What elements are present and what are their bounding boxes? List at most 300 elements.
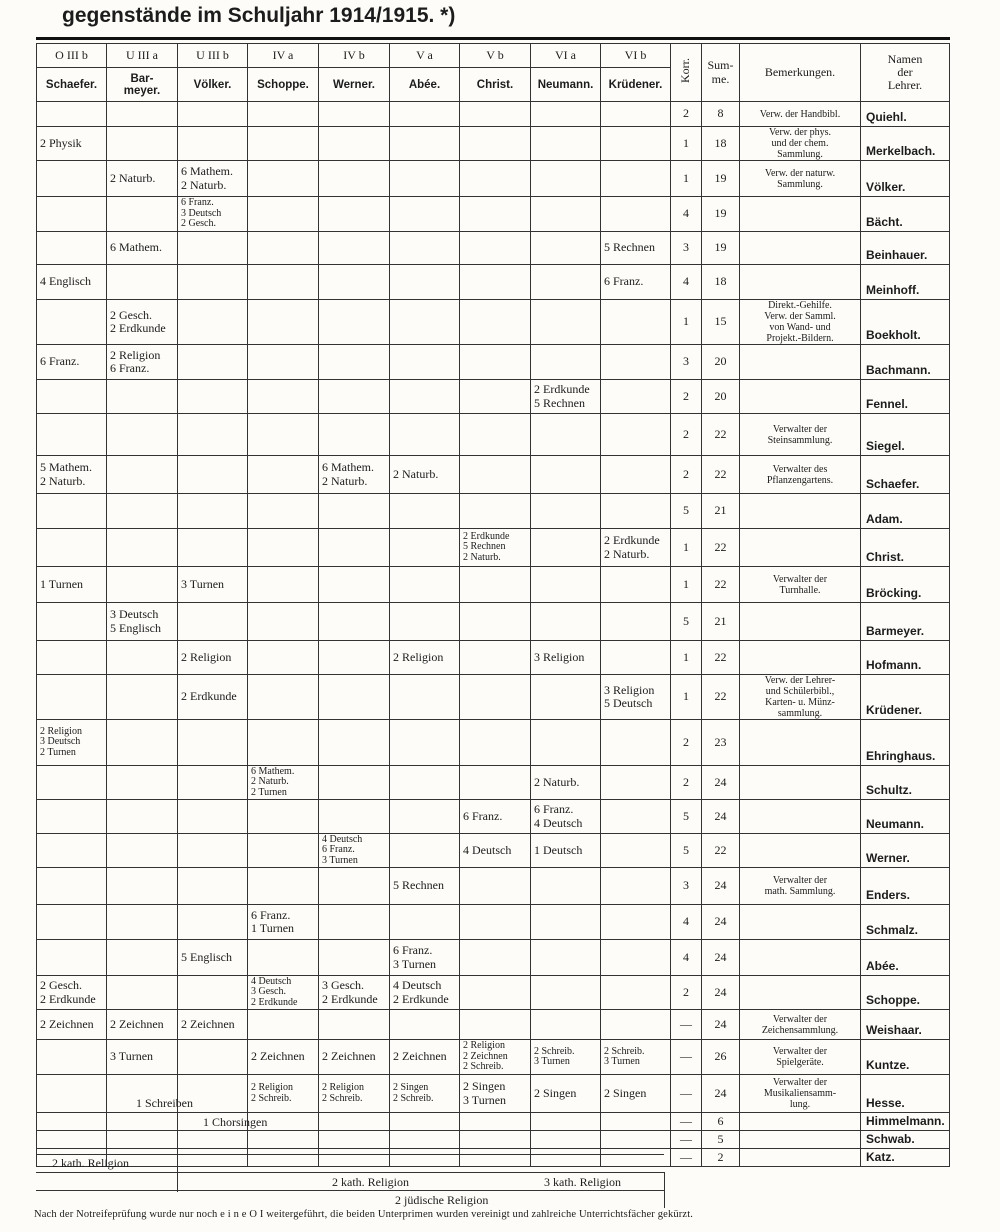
cell-via <box>531 976 601 1010</box>
cell-iva: 6 Franz. 1 Turnen <box>248 905 319 940</box>
teacher-name: Krüdener. <box>861 675 950 720</box>
cell-vib <box>601 197 671 232</box>
class-teacher: Völker. <box>178 68 248 102</box>
summe-cell: 22 <box>702 456 740 494</box>
cell-oiiib <box>37 161 107 197</box>
cell-va: 6 Franz. 3 Turnen <box>390 940 460 976</box>
cell-va <box>390 1149 460 1167</box>
cell-uiiia <box>107 456 178 494</box>
cell-uiiia: 2 Gesch. 2 Erdkunde <box>107 300 178 345</box>
teacher-row <box>37 529 950 567</box>
cell-uiiib: 6 Franz. 3 Deutsch 2 Gesch. <box>178 197 248 232</box>
teacher-name: Schoppe. <box>861 976 950 1010</box>
cell-uiiib <box>178 766 248 800</box>
cell-via <box>531 1131 601 1149</box>
class-teacher: Christ. <box>460 68 531 102</box>
cell-va <box>390 834 460 868</box>
cell-via <box>531 197 601 232</box>
teacher-name: Christ. <box>861 529 950 567</box>
bemerkungen-cell: Verwalter des Pflanzengartens. <box>740 456 861 494</box>
bemerkungen-cell <box>740 800 861 834</box>
teacher-name: Schwab. <box>861 1131 950 1149</box>
teacher-row <box>37 868 950 905</box>
teacher-name: Neumann. <box>861 800 950 834</box>
korr-cell: 2 <box>671 414 702 456</box>
cell-oiiib: 2 Zeichnen <box>37 1010 107 1040</box>
class-header: U III a <box>107 44 178 68</box>
bemerkungen-cell: Verwalter der Zeichensammlung. <box>740 1010 861 1040</box>
summe-cell: 22 <box>702 675 740 720</box>
korr-cell: 1 <box>671 529 702 567</box>
cell-oiiib <box>37 675 107 720</box>
korr-cell: — <box>671 1131 702 1149</box>
page-title: gegenstände im Schuljahr 1914/1915. *) <box>62 4 456 27</box>
bemerkungen-cell <box>740 940 861 976</box>
cell-vb <box>460 675 531 720</box>
cell-uiiia <box>107 834 178 868</box>
cell-ivb <box>319 766 390 800</box>
cell-oiiib: 2 Religion 3 Deutsch 2 Turnen <box>37 720 107 766</box>
cell-ivb <box>319 720 390 766</box>
class-header: VI b <box>601 44 671 68</box>
teacher-row <box>37 102 950 127</box>
cell-via <box>531 127 601 161</box>
cell-va <box>390 1113 460 1131</box>
cell-uiiib <box>178 603 248 641</box>
cell-va: 2 Zeichnen <box>390 1040 460 1075</box>
cell-uiiia <box>107 567 178 603</box>
summe-cell: 19 <box>702 197 740 232</box>
summe-cell: 20 <box>702 380 740 414</box>
teacher-name: Kuntze. <box>861 1040 950 1075</box>
teacher-row <box>37 940 950 976</box>
class-teacher: Schoppe. <box>248 68 319 102</box>
cell-via <box>531 1010 601 1040</box>
cell-via <box>531 940 601 976</box>
cell-vb <box>460 456 531 494</box>
korr-cell: — <box>671 1149 702 1167</box>
summe-cell: 22 <box>702 414 740 456</box>
cell-iva <box>248 265 319 300</box>
cell-uiiia <box>107 675 178 720</box>
class-teacher: Abée. <box>390 68 460 102</box>
korr-cell: 3 <box>671 345 702 380</box>
bemerkungen-cell <box>740 265 861 300</box>
korr-cell: 4 <box>671 265 702 300</box>
korr-cell: — <box>671 1010 702 1040</box>
cell-vb <box>460 127 531 161</box>
cell-uiiia <box>107 720 178 766</box>
cell-via <box>531 414 601 456</box>
summe-cell: 5 <box>702 1131 740 1149</box>
cell-ivb <box>319 940 390 976</box>
summe-cell: 24 <box>702 800 740 834</box>
cell-uiiib <box>178 232 248 265</box>
bemerkungen-cell <box>740 494 861 529</box>
cell-va <box>390 720 460 766</box>
cell-iva <box>248 1131 319 1149</box>
cell-via <box>531 456 601 494</box>
teacher-row <box>37 1131 950 1149</box>
korr-cell: 3 <box>671 868 702 905</box>
bemerkungen-cell: Verwalter der Musikaliensamm- lung. <box>740 1075 861 1113</box>
cell-vib <box>601 161 671 197</box>
cell-ivb: 3 Gesch. 2 Erdkunde <box>319 976 390 1010</box>
joint-kath-religion-3: 3 kath. Religion <box>544 1175 621 1189</box>
cell-uiiib <box>178 456 248 494</box>
class-header: V b <box>460 44 531 68</box>
summe-header: Sum- me. <box>702 44 740 102</box>
cell-va: 5 Rechnen <box>390 868 460 905</box>
cell-vib <box>601 1010 671 1040</box>
cell-iva <box>248 300 319 345</box>
korr-header <box>671 44 702 102</box>
cell-vb: 4 Deutsch <box>460 834 531 868</box>
cell-oiiib <box>37 1040 107 1075</box>
teacher-row <box>37 800 950 834</box>
cell-via: 2 Schreib. 3 Turnen <box>531 1040 601 1075</box>
teacher-row <box>37 414 950 456</box>
korr-cell: 2 <box>671 102 702 127</box>
cell-vb <box>460 102 531 127</box>
cell-oiiib <box>37 102 107 127</box>
summe-cell: 22 <box>702 567 740 603</box>
teacher-row <box>37 567 950 603</box>
column-line <box>177 1154 178 1192</box>
cell-oiiib <box>37 800 107 834</box>
cell-oiiib: 2 Physik <box>37 127 107 161</box>
cell-iva <box>248 127 319 161</box>
cell-vb <box>460 161 531 197</box>
cell-via <box>531 905 601 940</box>
cell-via: 6 Franz. 4 Deutsch <box>531 800 601 834</box>
cell-iva <box>248 868 319 905</box>
korr-cell: — <box>671 1075 702 1113</box>
cell-uiiib <box>178 414 248 456</box>
teacher-name: Merkelbach. <box>861 127 950 161</box>
class-header: IV b <box>319 44 390 68</box>
cell-va <box>390 675 460 720</box>
cell-vib <box>601 766 671 800</box>
cell-ivb: 2 Zeichnen <box>319 1040 390 1075</box>
korr-cell: 1 <box>671 161 702 197</box>
cell-via <box>531 868 601 905</box>
summe-cell: 21 <box>702 603 740 641</box>
bemerkungen-cell <box>740 1113 861 1131</box>
teacher-name: Weishaar. <box>861 1010 950 1040</box>
cell-oiiib <box>37 1131 107 1149</box>
cell-iva <box>248 603 319 641</box>
cell-iva <box>248 414 319 456</box>
cell-vb <box>460 905 531 940</box>
cell-iva <box>248 567 319 603</box>
korr-cell: 1 <box>671 641 702 675</box>
cell-via <box>531 1113 601 1131</box>
korr-cell: 5 <box>671 800 702 834</box>
korr-cell: 5 <box>671 834 702 868</box>
summe-cell: 20 <box>702 345 740 380</box>
cell-ivb <box>319 494 390 529</box>
cell-uiiia: 2 Naturb. <box>107 161 178 197</box>
korr-cell: 3 <box>671 232 702 265</box>
cell-iva <box>248 641 319 675</box>
cell-oiiib <box>37 380 107 414</box>
teacher-row <box>37 380 950 414</box>
teacher-name: Schultz. <box>861 766 950 800</box>
cell-uiiib <box>178 345 248 380</box>
bemerkungen-cell <box>740 529 861 567</box>
bemerkungen-cell <box>740 905 861 940</box>
teacher-row <box>37 720 950 766</box>
cell-vib <box>601 127 671 161</box>
teacher-name: Bächt. <box>861 197 950 232</box>
cell-iva <box>248 529 319 567</box>
cell-oiiib <box>37 300 107 345</box>
korr-cell: — <box>671 1113 702 1131</box>
bemerkungen-cell <box>740 720 861 766</box>
rule-line <box>36 1190 664 1191</box>
bemerkungen-cell: Verw. der Lehrer- und Schülerbibl., Karten- u. Münz- sammlung. <box>740 675 861 720</box>
korr-cell: 2 <box>671 456 702 494</box>
teacher-row <box>37 1010 950 1040</box>
cell-va <box>390 494 460 529</box>
cell-vb <box>460 1010 531 1040</box>
cell-va <box>390 603 460 641</box>
cell-vib: 5 Rechnen <box>601 232 671 265</box>
cell-oiiib <box>37 834 107 868</box>
cell-oiiib <box>37 905 107 940</box>
cell-via <box>531 345 601 380</box>
korr-cell: 4 <box>671 905 702 940</box>
teacher-name: Völker. <box>861 161 950 197</box>
cell-uiiia <box>107 529 178 567</box>
summe-cell: 24 <box>702 905 740 940</box>
cell-uiiia: 2 Religion 6 Franz. <box>107 345 178 380</box>
cell-uiiib <box>178 1131 248 1149</box>
cell-vib <box>601 603 671 641</box>
teacher-row <box>37 300 950 345</box>
teacher-row <box>37 494 950 529</box>
cell-ivb <box>319 300 390 345</box>
cell-va <box>390 161 460 197</box>
title-rule <box>36 37 950 40</box>
cell-oiiib <box>37 641 107 675</box>
cell-iva: 2 Zeichnen <box>248 1040 319 1075</box>
teacher-name: Katz. <box>861 1149 950 1167</box>
cell-vib <box>601 976 671 1010</box>
class-teacher: Schaefer. <box>37 68 107 102</box>
summe-cell: 24 <box>702 940 740 976</box>
cell-ivb <box>319 414 390 456</box>
summe-cell: 22 <box>702 641 740 675</box>
cell-ivb <box>319 567 390 603</box>
cell-vb: 2 Religion 2 Zeichnen 2 Schreib. <box>460 1040 531 1075</box>
cell-oiiib: 5 Mathem. 2 Naturb. <box>37 456 107 494</box>
cell-iva <box>248 720 319 766</box>
teacher-name: Enders. <box>861 868 950 905</box>
cell-via <box>531 675 601 720</box>
cell-uiiia <box>107 940 178 976</box>
cell-oiiib <box>37 494 107 529</box>
column-line <box>664 1172 665 1208</box>
cell-vb <box>460 868 531 905</box>
korr-cell: 2 <box>671 380 702 414</box>
summe-cell: 24 <box>702 1010 740 1040</box>
cell-uiiib <box>178 800 248 834</box>
cell-vib: 3 Religion 5 Deutsch <box>601 675 671 720</box>
teacher-row <box>37 161 950 197</box>
cell-vb <box>460 567 531 603</box>
korr-cell: 5 <box>671 494 702 529</box>
cell-vib <box>601 940 671 976</box>
cell-uiiib <box>178 905 248 940</box>
cell-vib <box>601 300 671 345</box>
cell-vib <box>601 494 671 529</box>
teacher-name: Meinhoff. <box>861 265 950 300</box>
korr-cell: 2 <box>671 720 702 766</box>
summe-cell: 15 <box>702 300 740 345</box>
cell-uiiia <box>107 127 178 161</box>
cell-va <box>390 232 460 265</box>
teacher-name: Abée. <box>861 940 950 976</box>
teacher-row <box>37 1113 950 1131</box>
cell-vib <box>601 414 671 456</box>
summe-cell: 18 <box>702 127 740 161</box>
namen-header: Namen der Lehrer. <box>861 44 950 102</box>
cell-vb <box>460 976 531 1010</box>
bemerkungen-cell <box>740 380 861 414</box>
cell-uiiia <box>107 414 178 456</box>
bemerkungen-cell <box>740 603 861 641</box>
cell-iva <box>248 232 319 265</box>
korr-cell: — <box>671 1040 702 1075</box>
cell-va <box>390 380 460 414</box>
cell-vb <box>460 414 531 456</box>
teacher-row <box>37 976 950 1010</box>
cell-via <box>531 300 601 345</box>
cell-uiiib <box>178 380 248 414</box>
summe-cell: 22 <box>702 834 740 868</box>
cell-ivb <box>319 1131 390 1149</box>
bemerkungen-cell: Verwalter der Turnhalle. <box>740 567 861 603</box>
teacher-name: Werner. <box>861 834 950 868</box>
cell-oiiib: 4 Englisch <box>37 265 107 300</box>
cell-vib <box>601 456 671 494</box>
cell-va <box>390 529 460 567</box>
cell-ivb <box>319 1149 390 1167</box>
teacher-row <box>37 675 950 720</box>
korr-cell: 2 <box>671 766 702 800</box>
summe-cell: 6 <box>702 1113 740 1131</box>
cell-vb <box>460 265 531 300</box>
teacher-name: Barmeyer. <box>861 603 950 641</box>
cell-uiiia <box>107 905 178 940</box>
teacher-name: Quiehl. <box>861 102 950 127</box>
cell-uiiia <box>107 800 178 834</box>
cell-uiiia <box>107 380 178 414</box>
cell-iva <box>248 675 319 720</box>
bemerkungen-cell <box>740 197 861 232</box>
cell-iva: 4 Deutsch 3 Gesch. 2 Erdkunde <box>248 976 319 1010</box>
cell-via: 2 Singen <box>531 1075 601 1113</box>
cell-vb <box>460 197 531 232</box>
cell-via <box>531 603 601 641</box>
teacher-name: Bröcking. <box>861 567 950 603</box>
cell-vb <box>460 641 531 675</box>
cell-vb <box>460 494 531 529</box>
cell-oiiib: 6 Franz. <box>37 345 107 380</box>
cell-vib <box>601 720 671 766</box>
teacher-name: Bachmann. <box>861 345 950 380</box>
cell-uiiia: 6 Mathem. <box>107 232 178 265</box>
cell-vb: 2 Singen 3 Turnen <box>460 1075 531 1113</box>
teacher-name: Fennel. <box>861 380 950 414</box>
cell-iva <box>248 161 319 197</box>
cell-oiiib <box>37 232 107 265</box>
bemerkungen-cell <box>740 976 861 1010</box>
joint-juedische-religion: 2 jüdische Religion <box>395 1193 489 1207</box>
cell-vib <box>601 1149 671 1167</box>
cell-va <box>390 197 460 232</box>
cell-ivb: 6 Mathem. 2 Naturb. <box>319 456 390 494</box>
teacher-name: Beinhauer. <box>861 232 950 265</box>
teacher-row <box>37 1149 950 1167</box>
korr-cell: 5 <box>671 603 702 641</box>
cell-va: 2 Naturb. <box>390 456 460 494</box>
summe-cell: 19 <box>702 232 740 265</box>
teacher-row <box>37 265 950 300</box>
korr-cell: 4 <box>671 197 702 232</box>
teacher-row <box>37 127 950 161</box>
cell-ivb <box>319 529 390 567</box>
bemerkungen-cell: Verwalter der Spielgeräte. <box>740 1040 861 1075</box>
teacher-row <box>37 905 950 940</box>
korr-cell: 1 <box>671 567 702 603</box>
joint-chorsingen: 1 Chorsingen <box>203 1115 268 1129</box>
cell-ivb <box>319 197 390 232</box>
bemerkungen-cell: Verw. der phys. und der chem. Sammlung. <box>740 127 861 161</box>
cell-ivb <box>319 675 390 720</box>
summe-cell: 21 <box>702 494 740 529</box>
cell-via <box>531 567 601 603</box>
cell-uiiia: 2 Zeichnen <box>107 1010 178 1040</box>
summe-cell: 26 <box>702 1040 740 1075</box>
cell-ivb <box>319 102 390 127</box>
cell-ivb <box>319 1113 390 1131</box>
cell-iva <box>248 1149 319 1167</box>
korr-cell: 2 <box>671 976 702 1010</box>
cell-va <box>390 127 460 161</box>
class-teacher: Bar- meyer. <box>107 68 178 102</box>
joint-kath-religion-1: 2 kath. Religion <box>52 1156 129 1170</box>
cell-uiiib: 3 Turnen <box>178 567 248 603</box>
cell-via <box>531 529 601 567</box>
cell-oiiib <box>37 868 107 905</box>
cell-vib <box>601 345 671 380</box>
cell-uiiib: 6 Mathem. 2 Naturb. <box>178 161 248 197</box>
cell-va <box>390 800 460 834</box>
cell-vib <box>601 905 671 940</box>
summe-cell: 18 <box>702 265 740 300</box>
cell-vb <box>460 1131 531 1149</box>
bemerkungen-cell <box>740 641 861 675</box>
cell-uiiib: 5 Englisch <box>178 940 248 976</box>
cell-uiiib <box>178 102 248 127</box>
cell-uiiia <box>107 766 178 800</box>
cell-vb <box>460 720 531 766</box>
cell-via: 1 Deutsch <box>531 834 601 868</box>
korr-cell: 1 <box>671 675 702 720</box>
